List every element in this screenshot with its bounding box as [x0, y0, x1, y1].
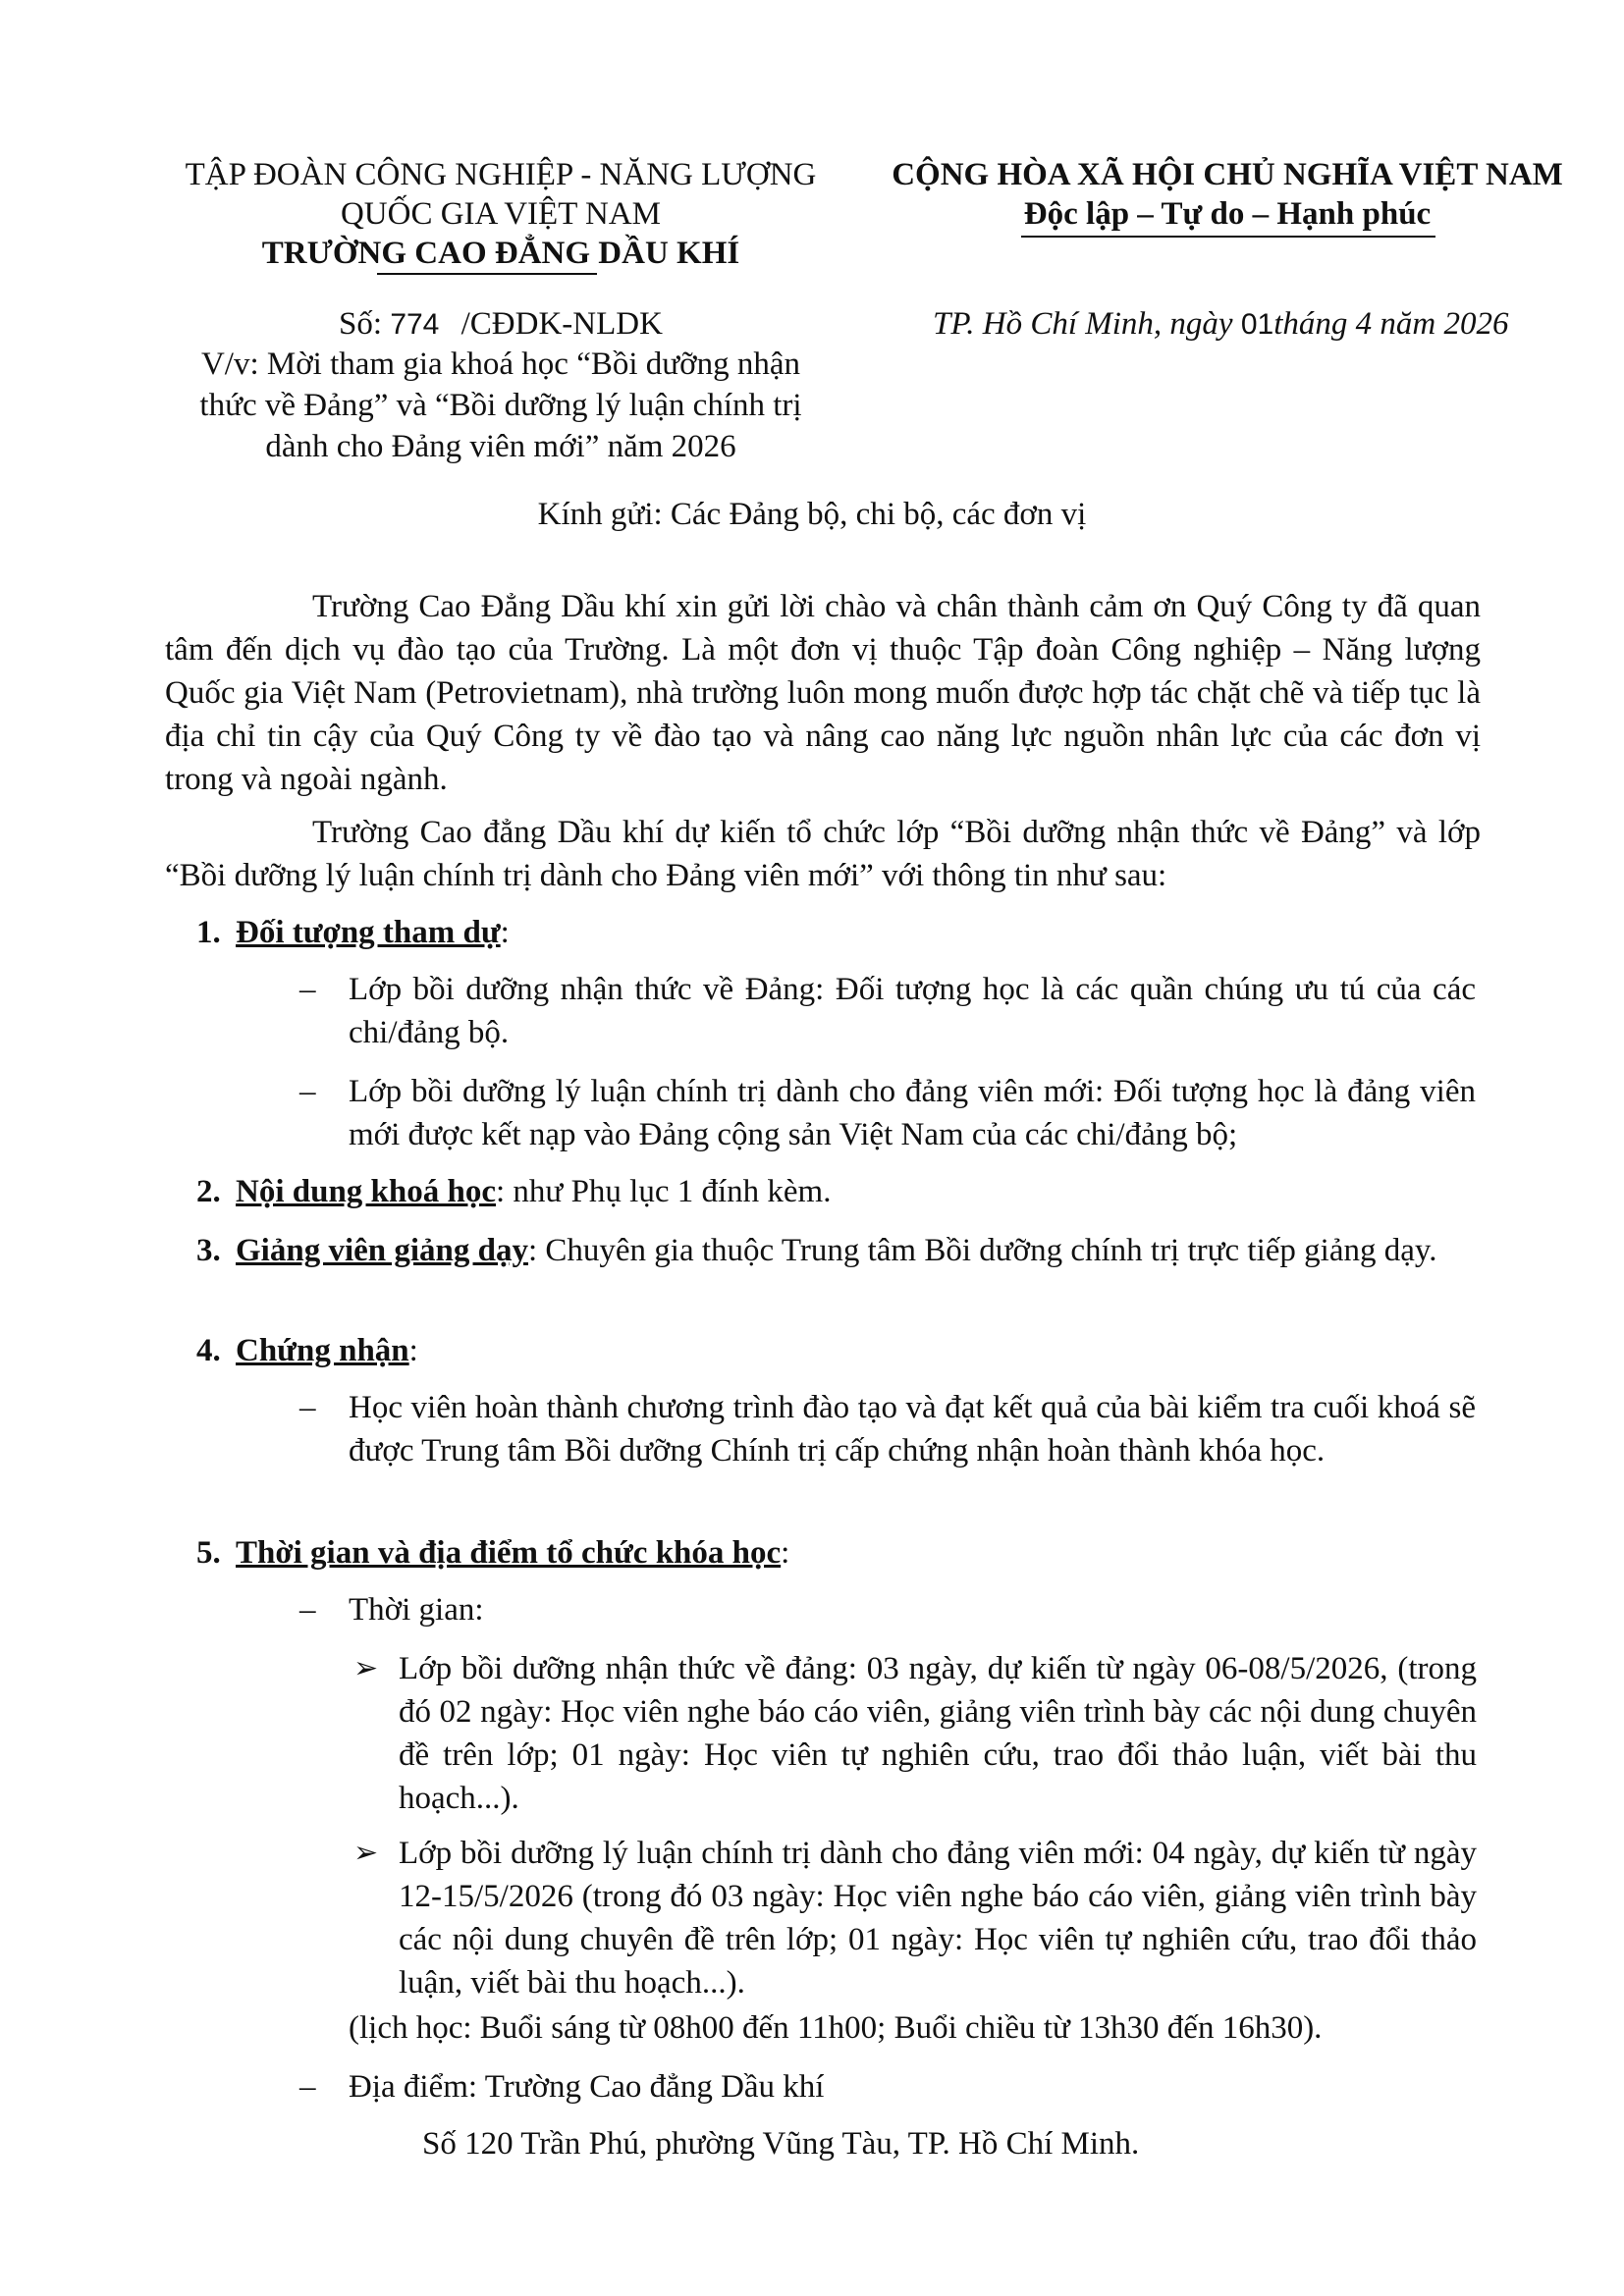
doc-date — [933, 304, 1561, 345]
plan-paragraph: Trường Cao đẳng Dầu khí dự kiến tổ chức lớp “Bồi dưỡng nhận thức về Đảng” và lớp “Bồi dưỡng lý luận chính trị dành cho Đảng viên mới” với thông tin như sau: — [165, 815, 1481, 893]
section-2-title: Nội dung khoá học — [236, 1174, 497, 1209]
subject-line-2: thức về Đảng” và “Bồi dưỡng lý luận chính trị — [199, 388, 802, 423]
dash-marker: – — [299, 1390, 316, 1425]
school-underline — [377, 273, 597, 275]
item-text: Địa điểm: Trường Cao đẳng Dầu khí — [349, 2069, 825, 2105]
section-5-sub-1 — [353, 1647, 1477, 1820]
org-name-line1: TẬP ĐOÀN CÔNG NGHIỆP - NĂNG LƯỢNG — [185, 157, 817, 192]
section-2-number: 2. — [196, 1174, 221, 1209]
dash-marker: – — [299, 2069, 316, 2105]
recipient: Kính gửi: Các Đảng bộ, chi bộ, các đơn vị — [537, 497, 1087, 532]
section-4-item-a — [299, 1386, 1476, 1472]
item-text: Học viên hoàn thành chương trình đào tạo và đạt kết quả của bài kiểm tra cuối khoá sẽ được Trung tâm Bồi dưỡng Chính trị cấp chứng nhận hoàn thành khóa học. — [349, 1390, 1476, 1468]
nation-name: CỘNG HÒA XÃ HỘI CHỦ NGHĨA VIỆT NAM — [892, 157, 1563, 192]
section-4 — [196, 1329, 1473, 1372]
subject-line-3: dành cho Đảng viên mới” năm 2026 — [265, 429, 736, 464]
section-3-rest: : Chuyên gia thuộc Trung tâm Bồi dưỡng chính trị trực tiếp giảng dạy. — [527, 1233, 1437, 1268]
school-name: TRƯỜNG CAO ĐẲNG DẦU KHÍ — [261, 236, 740, 271]
section-1-rest: : — [500, 915, 510, 950]
section-4-title: Chứng nhận — [236, 1333, 409, 1368]
section-5-time — [299, 1588, 1476, 1631]
section-3-title: Giảng viên giảng dạy — [236, 1233, 528, 1268]
doc-subject — [147, 344, 854, 467]
sub-text: Lớp bồi dưỡng lý luận chính trị dành cho đảng viên mới: 04 ngày, dự kiến từ ngày 12-15/5/2026 (trong đó 03 ngày: Học viên nghe báo cáo viên, giảng viên trình bày các nội dung chuyên đề trên lớp; 01 ngày: Học viên tự nghiên cứu, trao đổi thảo luận, viết bài thu hoạch...). — [399, 1836, 1477, 2001]
section-5-sub-2 — [353, 1832, 1477, 2004]
intro-paragraph: Trường Cao Đẳng Dầu khí xin gửi lời chào và chân thành cảm ơn Quý Công ty đã quan tâm đến dịch vụ đào tạo của Trường. Là một đơn vị thuộc Tập đoàn Công nghiệp – Năng lượng Quốc gia Việt Nam (Petrovietnam), nhà trường luôn mong muốn được hợp tác chặt chẽ và tiếp tục là địa chỉ tin cậy của Quý Công ty về đào tạo và nâng cao năng lực nguồn nhân lực của các đơn vị trong và ngoài ngành. — [165, 589, 1481, 797]
item-text: Thời gian: — [349, 1592, 484, 1628]
section-1-title: Đối tượng tham dự — [236, 915, 501, 950]
section-3 — [196, 1229, 1473, 1272]
section-3-number: 3. — [196, 1233, 221, 1268]
address: Số 120 Trần Phú, phường Vũng Tàu, TP. Hồ Chí Minh. — [422, 2126, 1140, 2162]
section-1 — [196, 911, 1473, 954]
arrow-bullet-icon: ➢ — [353, 1652, 379, 1684]
schedule-note: (lịch học: Buổi sáng từ 08h00 đến 11h00; Buổi chiều từ 13h30 đến 16h30). — [349, 2010, 1323, 2046]
dash-marker: – — [299, 972, 316, 1007]
section-5-number: 5. — [196, 1535, 221, 1571]
date-day: 01 — [1240, 308, 1274, 341]
org-name-line2: QUỐC GIA VIỆT NAM — [340, 196, 662, 232]
nation-motto: Độc lập – Tự do – Hạnh phúc — [1023, 196, 1432, 232]
section-2 — [196, 1170, 1473, 1213]
section-5 — [196, 1531, 1473, 1575]
doc-number — [147, 304, 854, 345]
section-5-place — [299, 2065, 1476, 2109]
doc-number-value: 774 — [390, 308, 440, 341]
section-5-rest: : — [781, 1535, 790, 1571]
header-left — [147, 155, 854, 273]
section-1-item-b — [299, 1070, 1476, 1156]
dash-marker: – — [299, 1592, 316, 1628]
item-text: Lớp bồi dưỡng lý luận chính trị dành cho đảng viên mới: Đối tượng học là đảng viên mới được kết nạp vào Đảng cộng sản Việt Nam của các chi/đảng bộ; — [349, 1074, 1476, 1152]
section-1-number: 1. — [196, 915, 221, 950]
doc-number-prefix: Số: — [339, 306, 383, 342]
section-4-rest: : — [408, 1333, 418, 1368]
header-right — [864, 155, 1591, 234]
sub-text: Lớp bồi dưỡng nhận thức về đảng: 03 ngày, dự kiến từ ngày 06-08/5/2026, (trong đó 02 ngày: Học viên nghe báo cáo viên, giảng viên trình bày các nội dung chuyên đề trên lớp; 01 ngày: Học viên tự nghiên cứu, trao đổi thảo luận, viết bài thu hoạch...). — [399, 1651, 1477, 1816]
doc-number-suffix: /CĐDK-NLDK — [460, 306, 663, 342]
subject-line-1: V/v: Mời tham gia khoá học “Bồi dưỡng nhận — [200, 347, 801, 382]
motto-underline — [1021, 236, 1435, 238]
section-5-title: Thời gian và địa điểm tổ chức khóa học — [236, 1535, 782, 1571]
dash-marker: – — [299, 1074, 316, 1109]
date-suffix: tháng 4 năm 2026 — [1273, 306, 1509, 342]
date-prefix: TP. Hồ Chí Minh, ngày — [933, 306, 1233, 342]
section-2-rest: : như Phụ lục 1 đính kèm. — [496, 1174, 832, 1209]
arrow-bullet-icon: ➢ — [353, 1837, 379, 1869]
section-4-number: 4. — [196, 1333, 221, 1368]
section-1-item-a — [299, 968, 1476, 1054]
item-text: Lớp bồi dưỡng nhận thức về Đảng: Đối tượng học là các quần chúng ưu tú của các chi/đảng bộ. — [349, 972, 1476, 1050]
